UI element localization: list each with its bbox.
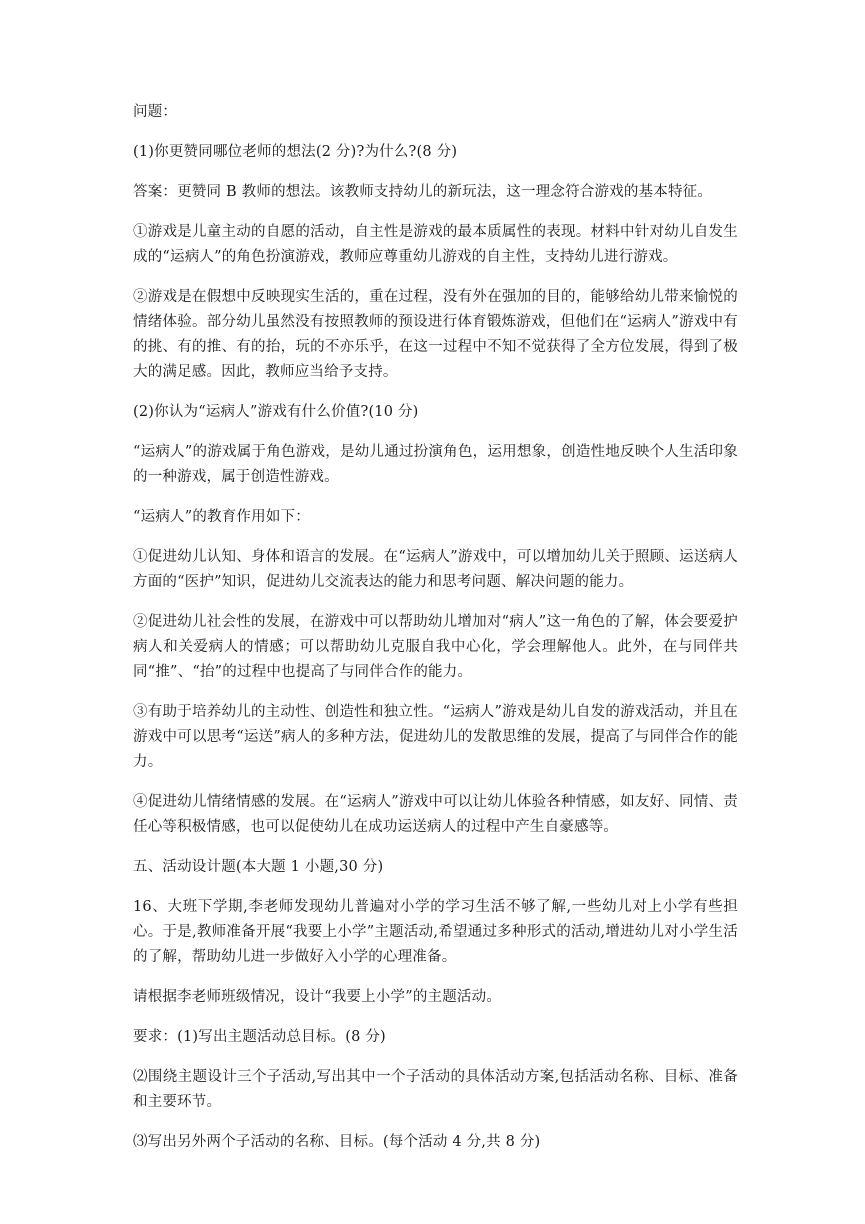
- question-heading: 问题：: [133, 104, 178, 120]
- answer-2-point-1: ①促进幼儿认知、身体和语言的发展。在“运病人”游戏中，可以增加幼儿关于照顾、运送病人方面的“医护”知识，促进幼儿交流表达的能力和思考问题、解决问题的能力。: [133, 549, 738, 590]
- question-16: 16、大班下学期,李老师发现幼儿普遍对小学的学习生活不够了解,一些幼儿对上小学有些担心。于是,教师准备开展“我要上小学”主题活动,希望通过多种形式的活动,增进幼儿对小学生活的了解，帮助幼儿进一步做好入小学的心理准备。: [133, 899, 738, 965]
- answer-2-subheading: “运病人”的教育作用如下：: [133, 509, 310, 525]
- answer-1-point-2: ②游戏是在假想中反映现实生活的，重在过程，没有外在强加的目的，能够给幼儿带来愉悦的情绪体验。部分幼儿虽然没有按照教师的预设进行体育锻炼游戏，但他们在“运病人”游戏中有的挑、有的推、有的抬，玩的不亦乐乎，在这一过程中不知不觉获得了全方位发展，得到了极大的满足感。因此，教师应当给予支持。: [133, 289, 738, 380]
- question-2: (2)你认为“运病人”游戏有什么价值?(10 分): [133, 404, 419, 420]
- answer-2-point-3: ③有助于培养幼儿的主动性、创造性和独立性。“运病人”游戏是幼儿自发的游戏活动，并且在游戏中可以思考“运送”病人的多种方法，促进幼儿的发散思维的发展，提高了与同伴合作的能力。: [133, 704, 738, 770]
- requirement-2: ⑵围绕主题设计三个子活动,写出其中一个子活动的具体活动方案,包括活动名称、目标、准备和主要环节。: [133, 1069, 738, 1110]
- question-16-instruction: 请根据李老师班级情况，设计“我要上小学”的主题活动。: [133, 989, 502, 1005]
- answer-1-intro: 答案：更赞同 B 教师的想法。该教师支持幼儿的新玩法，这一理念符合游戏的基本特征。: [133, 184, 713, 200]
- answer-2-intro: “运病人”的游戏属于角色游戏，是幼儿通过扮演角色，运用想象，创造性地反映个人生活印象的一种游戏，属于创造性游戏。: [133, 444, 738, 485]
- answer-2-point-2: ②促进幼儿社会性的发展，在游戏中可以帮助幼儿增加对“病人”这一角色的了解，体会要爱护病人和关爱病人的情感；可以帮助幼儿克服自我中心化，学会理解他人。此外，在与同伴共同“推”、“抬”的过程中也提高了与同伴合作的能力。: [133, 614, 738, 680]
- section-5-heading: 五、活动设计题(本大题 1 小题,30 分): [133, 859, 384, 875]
- answer-2-point-4: ④促进幼儿情绪情感的发展。在“运病人”游戏中可以让幼儿体验各种情感，如友好、同情、责任心等积极情感，也可以促使幼儿在成功运送病人的过程中产生自豪感等。: [133, 794, 738, 835]
- answer-1-point-1: ①游戏是儿童主动的自愿的活动，自主性是游戏的最本质属性的表现。材料中针对幼儿自发生成的“运病人”的角色扮演游戏，教师应尊重幼儿游戏的自主性，支持幼儿进行游戏。: [133, 224, 738, 265]
- question-1: (1)你更赞同哪位老师的想法(2 分)?为什么?(8 分): [133, 144, 458, 160]
- requirement-1: 要求：(1)写出主题活动总目标。(8 分): [133, 1029, 386, 1045]
- requirement-3: ⑶写出另外两个子活动的名称、目标。(每个活动 4 分,共 8 分): [133, 1134, 541, 1150]
- document-body: [133, 100, 738, 1170]
